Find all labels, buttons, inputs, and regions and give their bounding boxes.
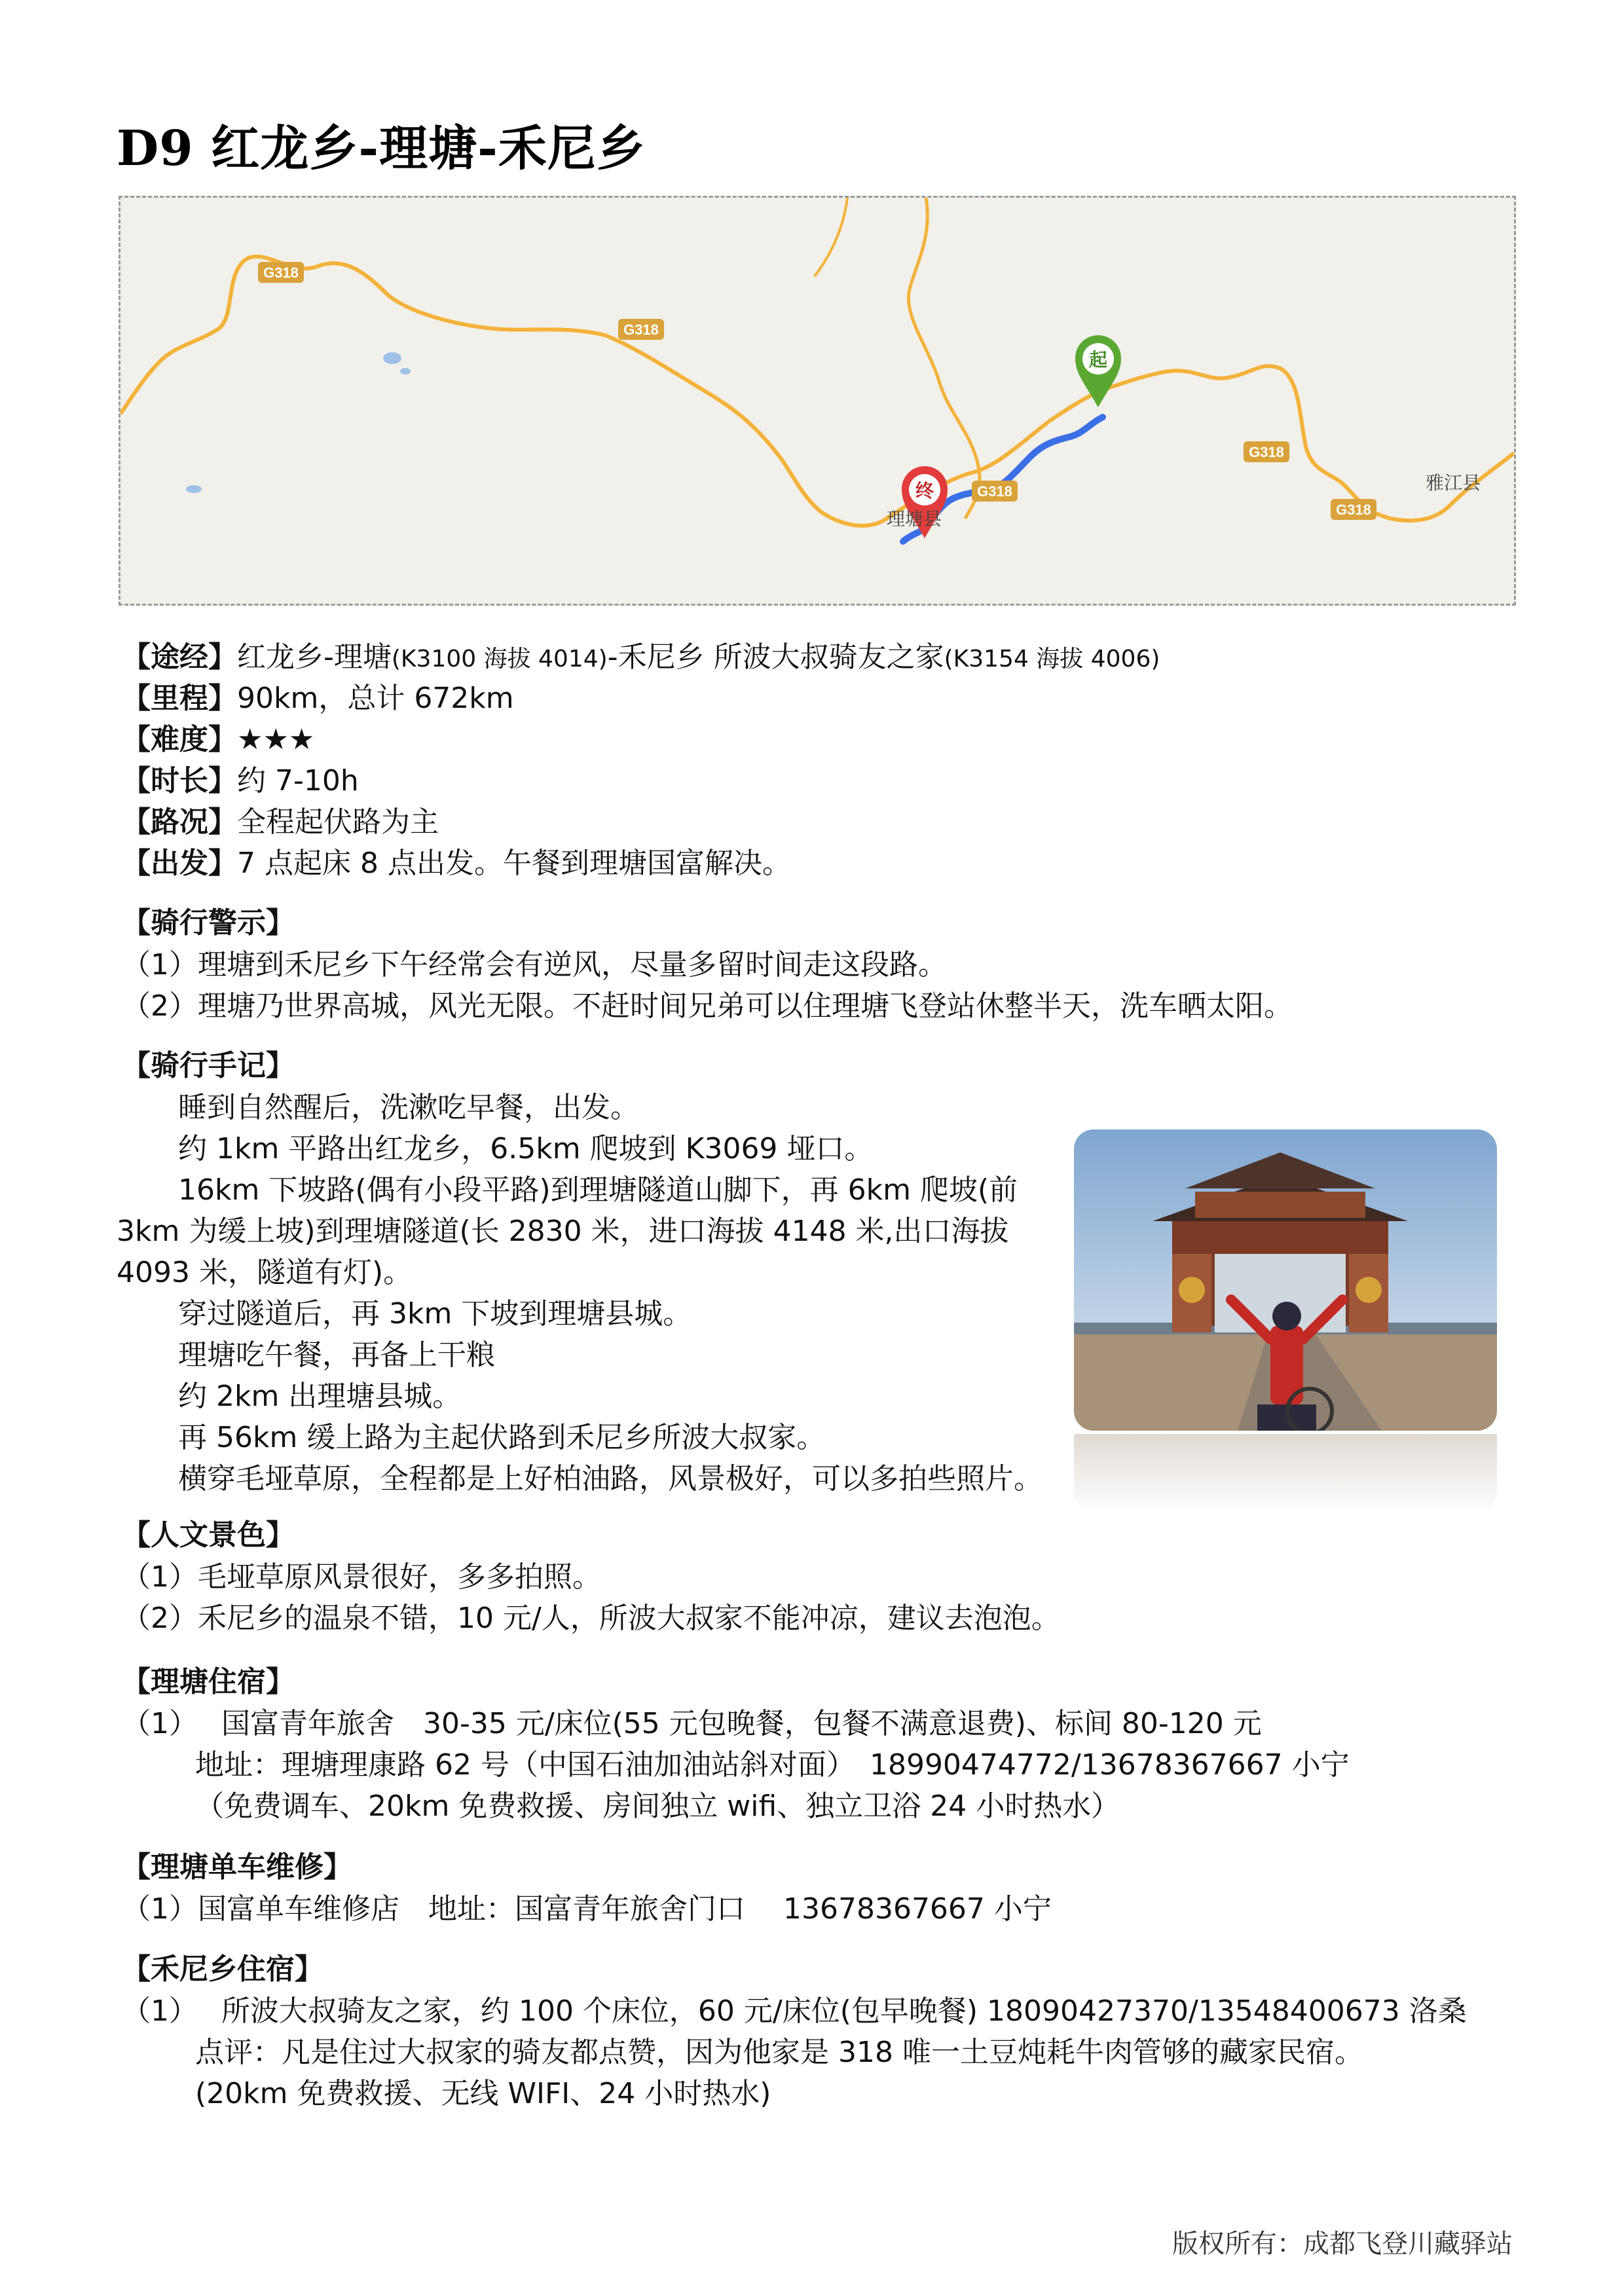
info-label: 【路况】 xyxy=(122,805,237,839)
stay-address: 地址：理塘理康路 62 号（中国石油加油站斜对面） 18990474772/13678367667 小宁 xyxy=(195,1748,1350,1782)
road-g318-main xyxy=(120,257,1109,526)
stay-amenities: (20km 免费救援、无线 WIFI、24 小时热水) xyxy=(195,2077,771,2110)
route-map[interactable] xyxy=(119,196,1516,606)
warning-line: （1）理塘到禾尼乡下午经常会有逆风，尽量多留时间走这段路。 xyxy=(122,948,947,981)
diary-line: 穿过隧道后，再 3km 下坡到理塘县城。 xyxy=(178,1297,692,1330)
section-title: 【禾尼乡住宿】 xyxy=(122,1953,323,1986)
diary-line: 16km 下坡路(偶有小段平路)到理塘隧道山脚下，再 6km 爬坡(前 xyxy=(178,1173,1018,1207)
scenery-line: （1）毛垭草原风景很好，多多拍照。 xyxy=(122,1560,601,1594)
place-label-litang: 理塘县 xyxy=(887,508,942,530)
diary-line: 约 1km 平路出红龙乡，6.5km 爬坡到 K3069 垭口。 xyxy=(178,1132,874,1165)
road-shield xyxy=(618,319,664,340)
info-route: 【途经】红龙乡-理塘(K3100 海拔 4014)-禾尼乡 所波大叔骑友之家(K3154 海拔 4006) xyxy=(122,640,1160,674)
section-scenery xyxy=(122,1514,1530,1639)
section-title: 【理塘住宿】 xyxy=(122,1665,295,1698)
page-title: D9 红龙乡-理塘-禾尼乡 xyxy=(117,120,646,177)
stay-line: （1） 所波大叔骑友之家，约 100 个床位，60 元/床位(包早晚餐) 18090427370/13548400673 洛桑 xyxy=(122,1994,1467,2028)
info-distance: 【里程】90km，总计 672km xyxy=(122,682,514,715)
scenery-line: （2）禾尼乡的温泉不错，10 元/人，所波大叔家不能冲凉，建议去泡泡。 xyxy=(122,1602,1060,1635)
road-shield xyxy=(258,262,304,283)
diary-line: 约 2km 出理塘县城。 xyxy=(178,1380,462,1413)
road-g318-east xyxy=(1109,366,1514,521)
svg-text:G318: G318 xyxy=(1336,502,1371,518)
diary-line: 理塘吃午餐，再备上干粮 xyxy=(178,1338,495,1372)
svg-text:G318: G318 xyxy=(263,265,299,281)
section-title: 【理塘单车维修】 xyxy=(122,1850,352,1884)
info-label: 【出发】 xyxy=(122,847,237,880)
section-heni-stay xyxy=(122,1949,1530,2114)
road-shield xyxy=(1244,441,1289,462)
lake xyxy=(400,368,411,375)
section-title: 【骑行手记】 xyxy=(122,1049,295,1082)
svg-text:起: 起 xyxy=(1088,349,1108,371)
section-bike-repair xyxy=(122,1846,1530,1930)
diary-line: 睡到自然醒后，洗漱吃早餐，出发。 xyxy=(178,1091,639,1124)
road-shield xyxy=(1331,499,1376,520)
stay-line: （1） 国富青年旅舍 30-35 元/床位(55 元包晚餐，包餐不满意退费)、标间 80-120 元 xyxy=(122,1707,1262,1740)
route-map-svg xyxy=(120,198,1514,604)
section-litang-stay xyxy=(122,1661,1530,1827)
photo-reflection xyxy=(1074,1434,1497,1513)
section-title: 【骑行警示】 xyxy=(122,906,295,940)
stay-review: 点评：凡是住过大叔家的骑友都点赞，因为他家是 318 唯一土豆炖耗牛肉管够的藏家民宿。 xyxy=(195,2036,1363,2069)
info-difficulty: 【难度】★★★ xyxy=(122,723,315,756)
info-departure: 【出发】7 点起床 8 点出发。午餐到理塘国富解决。 xyxy=(122,847,791,880)
svg-text:G318: G318 xyxy=(977,483,1012,500)
road-north-branch xyxy=(815,198,847,276)
lake xyxy=(383,352,401,364)
info-label: 【时长】 xyxy=(122,764,237,798)
road-shield xyxy=(972,481,1018,502)
diary-line: 3km 为缓上坡)到理塘隧道(长 2830 米，进口海拔 4148 米,出口海拔 xyxy=(117,1215,1009,1248)
repair-line: （1）国富单车维修店 地址：国富青年旅舍门口 13678367667 小宁 xyxy=(122,1892,1052,1926)
diary-line: 再 56km 缓上路为主起伏路到禾尼乡所波大叔家。 xyxy=(178,1421,826,1454)
stay-amenities: （免费调车、20km 免费救援、房间独立 wifi、独立卫浴 24 小时热水） xyxy=(195,1789,1120,1823)
info-duration: 【时长】约 7-10h xyxy=(122,764,359,798)
info-label: 【里程】 xyxy=(122,682,237,715)
diary-line: 横穿毛垭草原，全程都是上好柏油路，风景极好，可以多拍些照片。 xyxy=(178,1462,1043,1495)
diary-line: 4093 米，隧道有灯)。 xyxy=(117,1256,413,1289)
section-warning xyxy=(122,902,1530,1027)
info-label: 【途经】 xyxy=(122,640,237,674)
lake xyxy=(186,485,202,493)
copyright-footer: 版权所有：成都飞登川藏驿站 xyxy=(1172,2229,1513,2259)
svg-text:终: 终 xyxy=(915,480,934,502)
svg-text:G318: G318 xyxy=(623,321,659,338)
svg-text:G318: G318 xyxy=(1249,444,1284,460)
info-road-condition: 【路况】全程起伏路为主 xyxy=(122,805,439,839)
start-marker-icon[interactable] xyxy=(1075,335,1121,407)
route-info xyxy=(122,636,1530,884)
warning-line: （2）理塘乃世界高城，风光无限。不赶时间兄弟可以住理塘飞登站休整半天，洗车晒太阳。 xyxy=(122,989,1293,1023)
place-label-yajiang: 雅江县 xyxy=(1426,472,1481,494)
section-title: 【人文景色】 xyxy=(122,1518,295,1552)
info-label: 【难度】 xyxy=(122,723,237,756)
tibetan-gate-photo xyxy=(1074,1129,1497,1431)
